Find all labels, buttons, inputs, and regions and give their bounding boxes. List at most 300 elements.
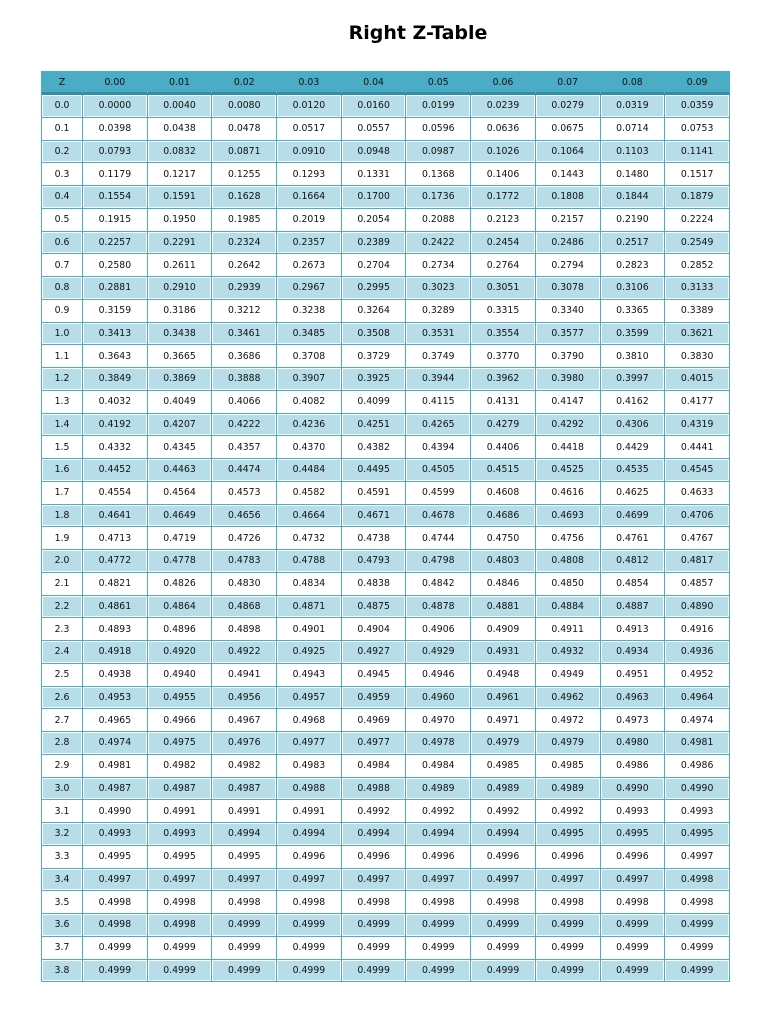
table-row bbox=[42, 323, 730, 346]
probability-cell: 0.4995 bbox=[665, 823, 730, 846]
probability-cell: 0.0517 bbox=[277, 118, 342, 141]
probability-cell: 0.3238 bbox=[277, 300, 342, 323]
z-value-cell: 2.4 bbox=[42, 641, 83, 664]
probability-cell: 0.4686 bbox=[471, 505, 536, 528]
probability-cell: 0.4474 bbox=[212, 459, 277, 482]
probability-cell: 0.3925 bbox=[342, 368, 407, 391]
probability-cell: 0.0987 bbox=[406, 141, 471, 164]
probability-cell: 0.2190 bbox=[601, 209, 666, 232]
probability-cell: 0.4990 bbox=[83, 800, 148, 823]
probability-cell: 0.4999 bbox=[277, 937, 342, 960]
table-row bbox=[42, 482, 730, 505]
probability-cell: 0.4977 bbox=[342, 732, 407, 755]
probability-cell: 0.4999 bbox=[148, 937, 213, 960]
probability-cell: 0.4951 bbox=[601, 664, 666, 687]
probability-cell: 0.4999 bbox=[342, 914, 407, 937]
z-value-cell: 3.4 bbox=[42, 869, 83, 892]
probability-cell: 0.4922 bbox=[212, 641, 277, 664]
probability-cell: 0.0948 bbox=[342, 141, 407, 164]
probability-cell: 0.0675 bbox=[536, 118, 601, 141]
z-value-cell: 1.4 bbox=[42, 414, 83, 437]
probability-cell: 0.2224 bbox=[665, 209, 730, 232]
z-value-cell: 0.4 bbox=[42, 186, 83, 209]
probability-cell: 0.4821 bbox=[83, 573, 148, 596]
table-row bbox=[42, 345, 730, 368]
probability-cell: 0.4992 bbox=[342, 800, 407, 823]
probability-cell: 0.4987 bbox=[148, 778, 213, 801]
probability-cell: 0.3508 bbox=[342, 323, 407, 346]
z-value-cell: 1.7 bbox=[42, 482, 83, 505]
probability-cell: 0.2764 bbox=[471, 254, 536, 277]
probability-cell: 0.4131 bbox=[471, 391, 536, 414]
probability-cell: 0.4995 bbox=[536, 823, 601, 846]
probability-cell: 0.4994 bbox=[342, 823, 407, 846]
probability-cell: 0.3389 bbox=[665, 300, 730, 323]
probability-cell: 0.4292 bbox=[536, 414, 601, 437]
probability-cell: 0.4999 bbox=[83, 960, 148, 983]
probability-cell: 0.0000 bbox=[83, 95, 148, 118]
probability-cell: 0.4713 bbox=[83, 527, 148, 550]
probability-cell: 0.4981 bbox=[83, 755, 148, 778]
probability-cell: 0.4999 bbox=[536, 960, 601, 983]
probability-cell: 0.4931 bbox=[471, 641, 536, 664]
probability-cell: 0.4986 bbox=[665, 755, 730, 778]
probability-cell: 0.1879 bbox=[665, 186, 730, 209]
probability-cell: 0.4868 bbox=[212, 596, 277, 619]
table-row bbox=[42, 869, 730, 892]
probability-cell: 0.4996 bbox=[406, 846, 471, 869]
probability-cell: 0.3962 bbox=[471, 368, 536, 391]
table-row bbox=[42, 209, 730, 232]
probability-cell: 0.4998 bbox=[342, 891, 407, 914]
probability-cell: 0.4990 bbox=[665, 778, 730, 801]
probability-cell: 0.4649 bbox=[148, 505, 213, 528]
probability-cell: 0.2939 bbox=[212, 277, 277, 300]
probability-cell: 0.4808 bbox=[536, 550, 601, 573]
probability-cell: 0.4898 bbox=[212, 618, 277, 641]
table-row bbox=[42, 778, 730, 801]
column-header: 0.07 bbox=[536, 72, 601, 95]
probability-cell: 0.4994 bbox=[406, 823, 471, 846]
probability-cell: 0.4382 bbox=[342, 436, 407, 459]
z-value-cell: 3.2 bbox=[42, 823, 83, 846]
probability-cell: 0.4192 bbox=[83, 414, 148, 437]
probability-cell: 0.4918 bbox=[83, 641, 148, 664]
z-value-cell: 0.7 bbox=[42, 254, 83, 277]
probability-cell: 0.0160 bbox=[342, 95, 407, 118]
probability-cell: 0.4997 bbox=[342, 869, 407, 892]
probability-cell: 0.2422 bbox=[406, 232, 471, 255]
probability-cell: 0.4177 bbox=[665, 391, 730, 414]
probability-cell: 0.4999 bbox=[471, 960, 536, 983]
probability-cell: 0.1700 bbox=[342, 186, 407, 209]
probability-cell: 0.4761 bbox=[601, 527, 666, 550]
probability-cell: 0.2291 bbox=[148, 232, 213, 255]
table-row bbox=[42, 846, 730, 869]
table-row bbox=[42, 709, 730, 732]
probability-cell: 0.4999 bbox=[665, 960, 730, 983]
probability-cell: 0.4997 bbox=[665, 846, 730, 869]
probability-cell: 0.4099 bbox=[342, 391, 407, 414]
probability-cell: 0.4706 bbox=[665, 505, 730, 528]
probability-cell: 0.1331 bbox=[342, 163, 407, 186]
table-row bbox=[42, 277, 730, 300]
probability-cell: 0.4999 bbox=[665, 914, 730, 937]
probability-cell: 0.4913 bbox=[601, 618, 666, 641]
probability-cell: 0.4370 bbox=[277, 436, 342, 459]
table-row bbox=[42, 232, 730, 255]
probability-cell: 0.4699 bbox=[601, 505, 666, 528]
probability-cell: 0.4995 bbox=[148, 846, 213, 869]
probability-cell: 0.1406 bbox=[471, 163, 536, 186]
probability-cell: 0.3159 bbox=[83, 300, 148, 323]
z-value-cell: 3.0 bbox=[42, 778, 83, 801]
probability-cell: 0.3365 bbox=[601, 300, 666, 323]
probability-cell: 0.4826 bbox=[148, 573, 213, 596]
probability-cell: 0.3485 bbox=[277, 323, 342, 346]
probability-cell: 0.4955 bbox=[148, 687, 213, 710]
probability-cell: 0.4999 bbox=[471, 937, 536, 960]
probability-cell: 0.4573 bbox=[212, 482, 277, 505]
probability-cell: 0.4997 bbox=[277, 869, 342, 892]
probability-cell: 0.4997 bbox=[212, 869, 277, 892]
probability-cell: 0.3888 bbox=[212, 368, 277, 391]
z-value-cell: 2.8 bbox=[42, 732, 83, 755]
probability-cell: 0.4969 bbox=[342, 709, 407, 732]
probability-cell: 0.4991 bbox=[212, 800, 277, 823]
probability-cell: 0.1808 bbox=[536, 186, 601, 209]
probability-cell: 0.0478 bbox=[212, 118, 277, 141]
probability-cell: 0.1026 bbox=[471, 141, 536, 164]
probability-cell: 0.4996 bbox=[471, 846, 536, 869]
probability-cell: 0.2852 bbox=[665, 254, 730, 277]
table-row bbox=[42, 937, 730, 960]
probability-cell: 0.4987 bbox=[83, 778, 148, 801]
probability-cell: 0.4967 bbox=[212, 709, 277, 732]
probability-cell: 0.4656 bbox=[212, 505, 277, 528]
probability-cell: 0.4929 bbox=[406, 641, 471, 664]
probability-cell: 0.1844 bbox=[601, 186, 666, 209]
z-value-cell: 2.9 bbox=[42, 755, 83, 778]
probability-cell: 0.0871 bbox=[212, 141, 277, 164]
table-row bbox=[42, 186, 730, 209]
probability-cell: 0.4535 bbox=[601, 459, 666, 482]
probability-cell: 0.1480 bbox=[601, 163, 666, 186]
table-row bbox=[42, 163, 730, 186]
probability-cell: 0.4997 bbox=[471, 869, 536, 892]
probability-cell: 0.4834 bbox=[277, 573, 342, 596]
probability-cell: 0.4941 bbox=[212, 664, 277, 687]
z-value-cell: 1.0 bbox=[42, 323, 83, 346]
probability-cell: 0.4878 bbox=[406, 596, 471, 619]
probability-cell: 0.3133 bbox=[665, 277, 730, 300]
probability-cell: 0.4904 bbox=[342, 618, 407, 641]
probability-cell: 0.3665 bbox=[148, 345, 213, 368]
probability-cell: 0.0753 bbox=[665, 118, 730, 141]
probability-cell: 0.4066 bbox=[212, 391, 277, 414]
probability-cell: 0.2642 bbox=[212, 254, 277, 277]
probability-cell: 0.0714 bbox=[601, 118, 666, 141]
column-header: 0.03 bbox=[277, 72, 342, 95]
probability-cell: 0.4996 bbox=[277, 846, 342, 869]
probability-cell: 0.4911 bbox=[536, 618, 601, 641]
probability-cell: 0.4783 bbox=[212, 550, 277, 573]
probability-cell: 0.4985 bbox=[471, 755, 536, 778]
probability-cell: 0.4991 bbox=[148, 800, 213, 823]
z-value-cell: 0.0 bbox=[42, 95, 83, 118]
probability-cell: 0.4957 bbox=[277, 687, 342, 710]
probability-cell: 0.4406 bbox=[471, 436, 536, 459]
probability-cell: 0.2486 bbox=[536, 232, 601, 255]
probability-cell: 0.4993 bbox=[601, 800, 666, 823]
z-value-cell: 1.9 bbox=[42, 527, 83, 550]
z-value-cell: 1.2 bbox=[42, 368, 83, 391]
probability-cell: 0.4927 bbox=[342, 641, 407, 664]
probability-cell: 0.4983 bbox=[277, 755, 342, 778]
z-value-cell: 0.6 bbox=[42, 232, 83, 255]
probability-cell: 0.4732 bbox=[277, 527, 342, 550]
probability-cell: 0.3749 bbox=[406, 345, 471, 368]
probability-cell: 0.4994 bbox=[277, 823, 342, 846]
probability-cell: 0.3078 bbox=[536, 277, 601, 300]
page-title: Right Z-Table bbox=[348, 22, 488, 44]
table-row bbox=[42, 459, 730, 482]
probability-cell: 0.4871 bbox=[277, 596, 342, 619]
column-header: 0.00 bbox=[83, 72, 148, 95]
probability-cell: 0.4495 bbox=[342, 459, 407, 482]
probability-cell: 0.4162 bbox=[601, 391, 666, 414]
probability-cell: 0.4812 bbox=[601, 550, 666, 573]
probability-cell: 0.1591 bbox=[148, 186, 213, 209]
probability-cell: 0.4999 bbox=[406, 914, 471, 937]
probability-cell: 0.4989 bbox=[406, 778, 471, 801]
probability-cell: 0.2881 bbox=[83, 277, 148, 300]
probability-cell: 0.3554 bbox=[471, 323, 536, 346]
probability-cell: 0.1736 bbox=[406, 186, 471, 209]
probability-cell: 0.2673 bbox=[277, 254, 342, 277]
probability-cell: 0.4962 bbox=[536, 687, 601, 710]
probability-cell: 0.4505 bbox=[406, 459, 471, 482]
probability-cell: 0.1915 bbox=[83, 209, 148, 232]
probability-cell: 0.0398 bbox=[83, 118, 148, 141]
z-value-cell: 2.7 bbox=[42, 709, 83, 732]
probability-cell: 0.4999 bbox=[342, 960, 407, 983]
table-row bbox=[42, 118, 730, 141]
probability-cell: 0.4279 bbox=[471, 414, 536, 437]
probability-cell: 0.4616 bbox=[536, 482, 601, 505]
z-value-cell: 3.6 bbox=[42, 914, 83, 937]
probability-cell: 0.3577 bbox=[536, 323, 601, 346]
probability-cell: 0.4936 bbox=[665, 641, 730, 664]
probability-cell: 0.2389 bbox=[342, 232, 407, 255]
probability-cell: 0.4999 bbox=[277, 914, 342, 937]
probability-cell: 0.1443 bbox=[536, 163, 601, 186]
probability-cell: 0.4909 bbox=[471, 618, 536, 641]
probability-cell: 0.4970 bbox=[406, 709, 471, 732]
probability-cell: 0.2324 bbox=[212, 232, 277, 255]
table-row bbox=[42, 823, 730, 846]
z-value-cell: 0.2 bbox=[42, 141, 83, 164]
probability-cell: 0.4608 bbox=[471, 482, 536, 505]
probability-cell: 0.4998 bbox=[406, 891, 471, 914]
probability-cell: 0.4999 bbox=[601, 914, 666, 937]
probability-cell: 0.4693 bbox=[536, 505, 601, 528]
table-row bbox=[42, 573, 730, 596]
probability-cell: 0.1103 bbox=[601, 141, 666, 164]
probability-cell: 0.4979 bbox=[536, 732, 601, 755]
probability-cell: 0.4599 bbox=[406, 482, 471, 505]
probability-cell: 0.4515 bbox=[471, 459, 536, 482]
probability-cell: 0.1141 bbox=[665, 141, 730, 164]
probability-cell: 0.4997 bbox=[83, 869, 148, 892]
probability-cell: 0.4987 bbox=[212, 778, 277, 801]
probability-cell: 0.1628 bbox=[212, 186, 277, 209]
probability-cell: 0.1217 bbox=[148, 163, 213, 186]
probability-cell: 0.4484 bbox=[277, 459, 342, 482]
probability-cell: 0.3023 bbox=[406, 277, 471, 300]
probability-cell: 0.4997 bbox=[601, 869, 666, 892]
probability-cell: 0.4842 bbox=[406, 573, 471, 596]
probability-cell: 0.4394 bbox=[406, 436, 471, 459]
probability-cell: 0.4793 bbox=[342, 550, 407, 573]
probability-cell: 0.4949 bbox=[536, 664, 601, 687]
probability-cell: 0.4993 bbox=[148, 823, 213, 846]
probability-cell: 0.3289 bbox=[406, 300, 471, 323]
z-value-cell: 0.5 bbox=[42, 209, 83, 232]
probability-cell: 0.4850 bbox=[536, 573, 601, 596]
header-row bbox=[42, 72, 730, 95]
probability-cell: 0.4999 bbox=[601, 937, 666, 960]
probability-cell: 0.4916 bbox=[665, 618, 730, 641]
probability-cell: 0.1255 bbox=[212, 163, 277, 186]
probability-cell: 0.4875 bbox=[342, 596, 407, 619]
probability-cell: 0.3686 bbox=[212, 345, 277, 368]
probability-cell: 0.4750 bbox=[471, 527, 536, 550]
z-value-cell: 2.0 bbox=[42, 550, 83, 573]
probability-cell: 0.3708 bbox=[277, 345, 342, 368]
probability-cell: 0.4525 bbox=[536, 459, 601, 482]
z-value-cell: 1.3 bbox=[42, 391, 83, 414]
probability-cell: 0.4966 bbox=[148, 709, 213, 732]
probability-cell: 0.3997 bbox=[601, 368, 666, 391]
probability-cell: 0.4998 bbox=[148, 891, 213, 914]
table-row bbox=[42, 664, 730, 687]
z-value-cell: 1.8 bbox=[42, 505, 83, 528]
probability-cell: 0.4997 bbox=[406, 869, 471, 892]
table-row bbox=[42, 755, 730, 778]
probability-cell: 0.4778 bbox=[148, 550, 213, 573]
table-body bbox=[42, 95, 730, 982]
probability-cell: 0.4979 bbox=[471, 732, 536, 755]
probability-cell: 0.4767 bbox=[665, 527, 730, 550]
probability-cell: 0.0120 bbox=[277, 95, 342, 118]
probability-cell: 0.1064 bbox=[536, 141, 601, 164]
table-row bbox=[42, 505, 730, 528]
probability-cell: 0.4452 bbox=[83, 459, 148, 482]
probability-cell: 0.4998 bbox=[665, 869, 730, 892]
probability-cell: 0.0199 bbox=[406, 95, 471, 118]
probability-cell: 0.4956 bbox=[212, 687, 277, 710]
probability-cell: 0.3599 bbox=[601, 323, 666, 346]
probability-cell: 0.4999 bbox=[277, 960, 342, 983]
probability-cell: 0.4591 bbox=[342, 482, 407, 505]
probability-cell: 0.4938 bbox=[83, 664, 148, 687]
probability-cell: 0.4999 bbox=[601, 960, 666, 983]
probability-cell: 0.4999 bbox=[83, 937, 148, 960]
z-value-cell: 3.3 bbox=[42, 846, 83, 869]
probability-cell: 0.2123 bbox=[471, 209, 536, 232]
probability-cell: 0.4940 bbox=[148, 664, 213, 687]
probability-cell: 0.4115 bbox=[406, 391, 471, 414]
probability-cell: 0.2611 bbox=[148, 254, 213, 277]
probability-cell: 0.4971 bbox=[471, 709, 536, 732]
column-header: 0.02 bbox=[212, 72, 277, 95]
probability-cell: 0.3212 bbox=[212, 300, 277, 323]
probability-cell: 0.2454 bbox=[471, 232, 536, 255]
probability-cell: 0.4968 bbox=[277, 709, 342, 732]
probability-cell: 0.4992 bbox=[536, 800, 601, 823]
probability-cell: 0.2157 bbox=[536, 209, 601, 232]
probability-cell: 0.3849 bbox=[83, 368, 148, 391]
probability-cell: 0.1517 bbox=[665, 163, 730, 186]
probability-cell: 0.4881 bbox=[471, 596, 536, 619]
probability-cell: 0.4641 bbox=[83, 505, 148, 528]
probability-cell: 0.4992 bbox=[471, 800, 536, 823]
probability-cell: 0.4998 bbox=[277, 891, 342, 914]
column-header-z: Z bbox=[42, 72, 83, 95]
probability-cell: 0.0793 bbox=[83, 141, 148, 164]
z-value-cell: 0.3 bbox=[42, 163, 83, 186]
probability-cell: 0.4999 bbox=[665, 937, 730, 960]
probability-cell: 0.2357 bbox=[277, 232, 342, 255]
probability-cell: 0.4948 bbox=[471, 664, 536, 687]
probability-cell: 0.4726 bbox=[212, 527, 277, 550]
probability-cell: 0.2517 bbox=[601, 232, 666, 255]
probability-cell: 0.4953 bbox=[83, 687, 148, 710]
probability-cell: 0.4564 bbox=[148, 482, 213, 505]
probability-cell: 0.2088 bbox=[406, 209, 471, 232]
probability-cell: 0.4884 bbox=[536, 596, 601, 619]
table-row bbox=[42, 254, 730, 277]
probability-cell: 0.4996 bbox=[601, 846, 666, 869]
probability-cell: 0.4961 bbox=[471, 687, 536, 710]
column-header: 0.09 bbox=[665, 72, 730, 95]
probability-cell: 0.3413 bbox=[83, 323, 148, 346]
probability-cell: 0.4981 bbox=[665, 732, 730, 755]
probability-cell: 0.1293 bbox=[277, 163, 342, 186]
probability-cell: 0.3315 bbox=[471, 300, 536, 323]
probability-cell: 0.3106 bbox=[601, 277, 666, 300]
probability-cell: 0.3186 bbox=[148, 300, 213, 323]
probability-cell: 0.1664 bbox=[277, 186, 342, 209]
z-value-cell: 3.7 bbox=[42, 937, 83, 960]
table-row bbox=[42, 596, 730, 619]
probability-cell: 0.0239 bbox=[471, 95, 536, 118]
table-row bbox=[42, 141, 730, 164]
probability-cell: 0.4977 bbox=[277, 732, 342, 755]
z-table bbox=[41, 71, 730, 982]
probability-cell: 0.2257 bbox=[83, 232, 148, 255]
probability-cell: 0.4893 bbox=[83, 618, 148, 641]
probability-cell: 0.4306 bbox=[601, 414, 666, 437]
probability-cell: 0.4995 bbox=[212, 846, 277, 869]
probability-cell: 0.4998 bbox=[83, 891, 148, 914]
probability-cell: 0.4994 bbox=[212, 823, 277, 846]
probability-cell: 0.4418 bbox=[536, 436, 601, 459]
column-header: 0.01 bbox=[148, 72, 213, 95]
probability-cell: 0.4974 bbox=[83, 732, 148, 755]
probability-cell: 0.4995 bbox=[601, 823, 666, 846]
